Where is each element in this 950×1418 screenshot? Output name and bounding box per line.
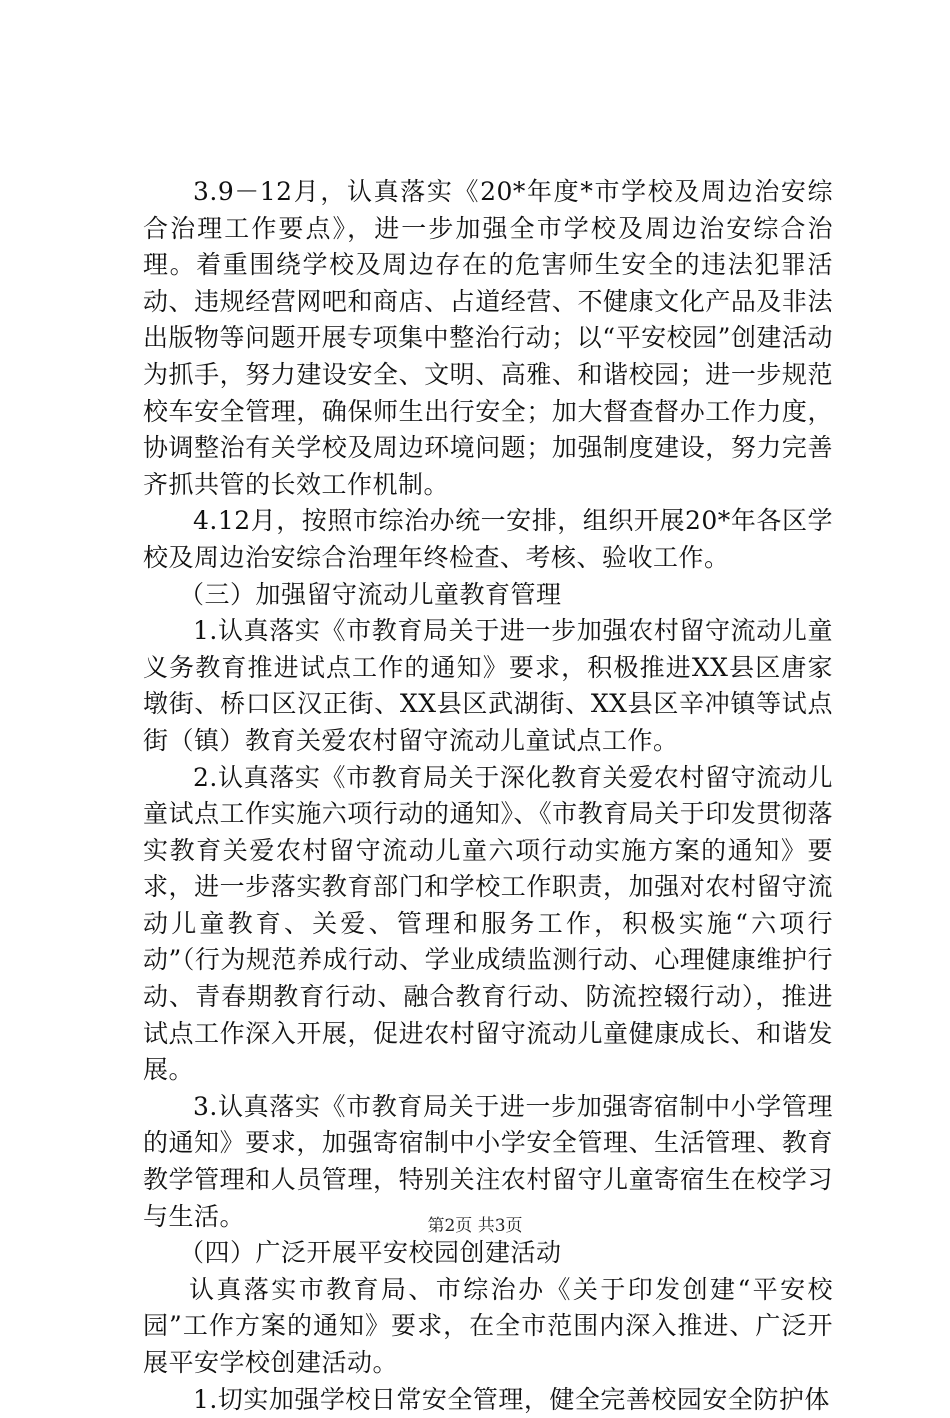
section-heading-3: （三）加强留守流动儿童教育管理 [179, 579, 562, 609]
paragraph-subitem-2: 2.认真落实《市教育局关于深化教育关爱农村留守流动儿童试点工作实施六项行动的通知》、《市教育局关于印发贯彻落实教育关爱农村留守流动儿童六项行动实施方案的通知》要求，进一步落实教育部门和学校工作职责，加强对农村留守流动儿童教育、关爱、管理和服务工作，积极实施“六项行动”（行为规范养成行动、学业成绩监测行动、心理健康维护行动、青春期教育行动、融合教育行动、防流控辍行动），推进试点工作深入开展，促进农村留守流动儿童健康成长、和谐发展。 [143, 762, 833, 1085]
section-heading-4: （四）广泛开展平安校园创建活动 [179, 1238, 562, 1268]
page-number-footer: 第2页 共3页 [427, 1216, 523, 1236]
paragraph-intro: 认真落实市教育局、市综治办《关于印发创建“平安校园”工作方案的通知》要求，在全市范围内深入推进、广泛开展平安学校创建活动。 [143, 1274, 833, 1377]
paragraph-subitem-3: 3.认真落实《市教育局关于进一步加强寄宿制中小学管理的通知》要求，加强寄宿制中小学安全管理、生活管理、教育教学管理和人员管理，特别关注农村留守儿童寄宿生在校学习与生活。 [143, 1091, 833, 1231]
paragraph-subitem-1b: 1.切实加强学校日常安全管理，健全完善校园安全防护体 [193, 1384, 830, 1414]
paragraph-item-3: 3.9－12月，认真落实《20*年度*市学校及周边治安综合治理工作要点》，进一步加强全市学校及周边治安综合治理。着重围绕学校及周边存在的危害师生安全的违法犯罪活动、违规经营网吧和商店、占道经营、不健康文化产品及非法出版物等问题开展专项集中整治行动；以“平安校园”创建活动为抓手，努力建设安全、文明、高雅、和谐校园；进一步规范校车安全管理，确保师生出行安全；加大督查督办工作力度，协调整治有关学校及周边环境问题；加强制度建设，努力完善齐抓共管的长效工作机制。 [143, 177, 833, 499]
paragraph-item-4: 4.12月，按照市综治办统一安排，组织开展20*年各区学校及周边治安综合治理年终检查、考核、验收工作。 [143, 506, 833, 572]
paragraph-subitem-1: 1.认真落实《市教育局关于进一步加强农村留守流动儿童义务教育推进试点工作的通知》要求，积极推进XX县区唐家墩街、桥口区汉正街、XX县区武湖街、XX县区辛冲镇等试点街（镇）教育关爱农村留守流动儿童试点工作。 [143, 616, 833, 755]
